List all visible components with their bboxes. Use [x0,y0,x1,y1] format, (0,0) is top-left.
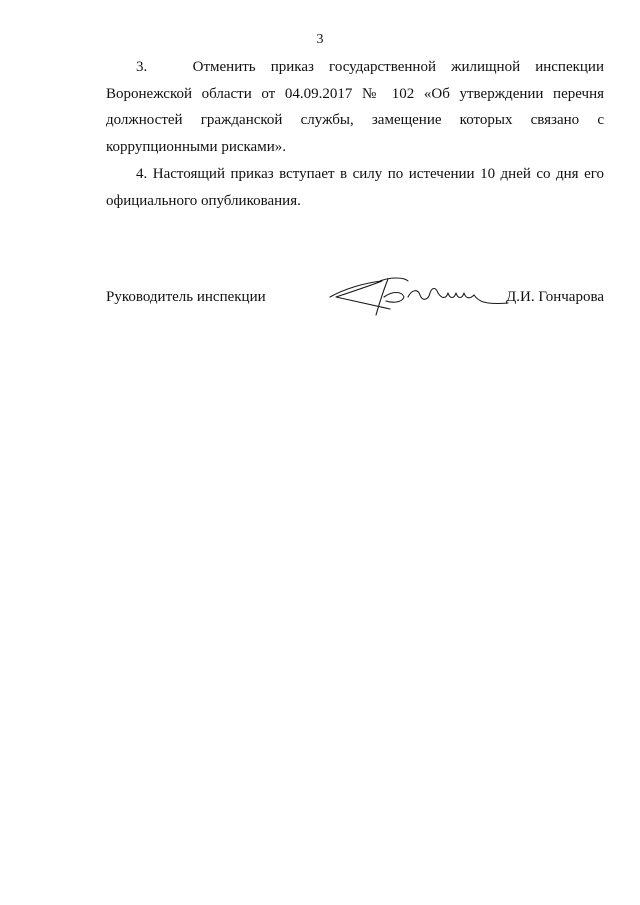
paragraph-text: Настоящий приказ вступает в силу по истечении 10 дней со дня его официального опубликования. [106,165,605,209]
paragraph-item-3 [106,54,604,161]
paragraph-item-4 [106,161,604,214]
paragraph-number: 3. [136,59,148,75]
document-body [106,54,604,214]
signature-block [106,285,604,325]
handwritten-signature-icon [324,275,509,321]
signatory-name: Д.И. Гончарова [506,289,604,305]
signatory-position: Руководитель инспекции [106,289,266,305]
paragraph-text: Отменить приказ государственной жилищной инспекции Воронежской области от 04.09.2017 № 102 «Об утверждении перечня должностей гражданской службы, замещение которых связано с коррупционными рисками». [106,59,604,156]
paragraph-number: 4. [136,165,148,182]
page-number: 3 [316,32,324,47]
